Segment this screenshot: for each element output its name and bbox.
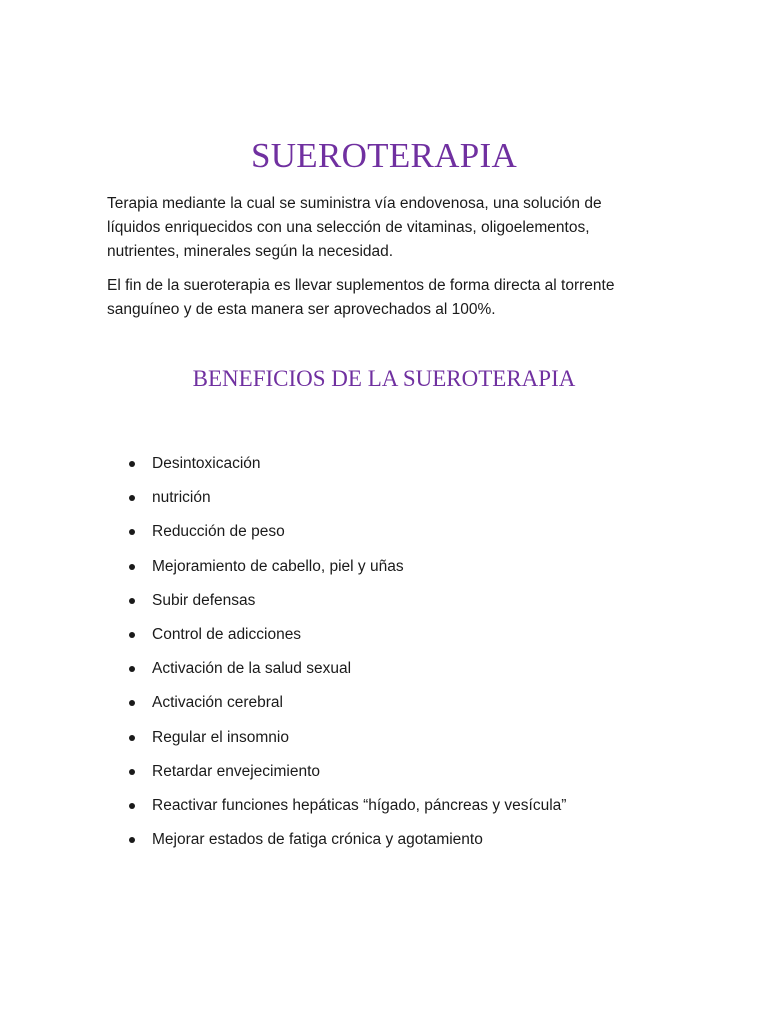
bullet-icon (129, 632, 135, 638)
bullet-icon (129, 598, 135, 604)
bullet-icon (129, 495, 135, 501)
list-item-text: Subir defensas (152, 591, 256, 609)
bullet-icon (129, 700, 135, 706)
list-item-text: Mejorar estados de fatiga crónica y agotamiento (152, 831, 483, 849)
list-item-text: Control de adicciones (152, 625, 302, 643)
list-item-text: Regular el insomnio (152, 728, 289, 746)
list-item (0, 794, 768, 828)
list-item-text: Mejoramiento de cabello, piel y uñas (152, 557, 404, 575)
list-item (0, 555, 768, 589)
list-item-text: Retardar envejecimiento (152, 762, 321, 780)
list-item-text: Reducción de peso (152, 523, 285, 541)
purpose-paragraph: El fin de la sueroterapia es llevar suplementos de forma directa al torrente sanguíneo y de esta manera ser aprovechados al 100%. (107, 277, 615, 318)
list-item (0, 657, 768, 691)
bullet-icon (129, 529, 135, 535)
list-item-text: nutrición (152, 489, 211, 507)
list-item-text: Activación de la salud sexual (152, 660, 352, 678)
bullet-icon (129, 461, 135, 467)
bullet-icon (129, 769, 135, 775)
list-item (0, 828, 768, 862)
bullet-icon (129, 666, 135, 672)
section-heading: BENEFICIOS DE LA SUEROTERAPIA (192, 366, 576, 391)
list-item (0, 589, 768, 623)
list-item (0, 691, 768, 725)
list-item (0, 486, 768, 520)
page-title: SUEROTERAPIA (250, 136, 518, 175)
list-item (0, 760, 768, 794)
bullet-icon (129, 803, 135, 809)
list-item-text: Activación cerebral (152, 694, 283, 712)
bullet-icon (129, 735, 135, 741)
list-item-text: Reactivar funciones hepáticas “hígado, páncreas y vesícula” (152, 796, 567, 814)
list-item (0, 520, 768, 554)
bullet-icon (129, 564, 135, 570)
list-item (0, 623, 768, 657)
list-item (0, 452, 768, 486)
bullet-icon (129, 837, 135, 843)
benefits-list (0, 452, 768, 862)
list-item-text: Desintoxicación (152, 455, 261, 472)
intro-paragraph: Terapia mediante la cual se suministra vía endovenosa, una solución de líquidos enriquecidos con una selección de vitaminas, oligoelementos, nutrientes, minerales según la necesidad. (107, 195, 602, 260)
list-item (0, 726, 768, 760)
